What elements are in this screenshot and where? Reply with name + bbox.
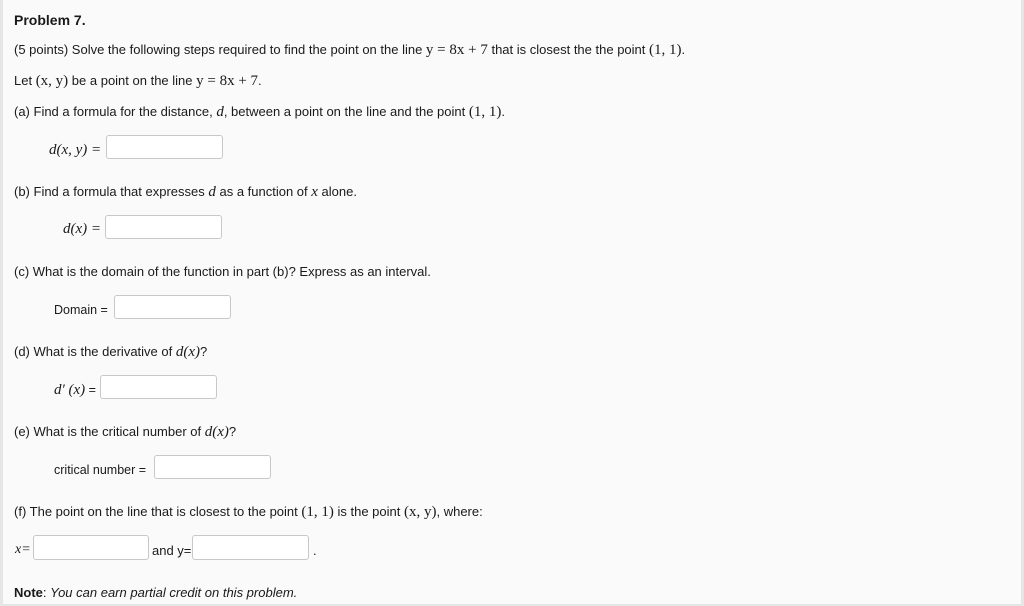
part-a-text-b: , between a point on the line and the point (223, 104, 469, 119)
part-b-d: d (208, 184, 216, 200)
part-b-label: d(x) = (63, 221, 102, 237)
intro-text-b: that is closest the the point (487, 42, 649, 57)
part-a-d: d (216, 104, 224, 120)
part-f-question (14, 504, 483, 521)
derivative-label (54, 382, 96, 399)
note-label: Note (14, 585, 43, 600)
part-d-question (14, 344, 207, 361)
part-f-text-a: (f) The point on the line that is closest to the point (14, 504, 302, 519)
xy-point: (x, y) (35, 73, 69, 89)
part-b-text-b: as a function of (215, 184, 312, 199)
part-a-label: d(x, y) = (49, 142, 102, 158)
problem-title: Problem 7. (14, 12, 86, 28)
part-a-question (14, 104, 505, 121)
part-b-answer-input[interactable] (105, 215, 222, 239)
part-e-text-b: ? (228, 424, 237, 439)
part-a-text-a: (a) Find a formula for the distance, (14, 104, 217, 119)
critical-number-label: critical number = (54, 463, 147, 477)
part-b-x: x (311, 184, 318, 200)
derivative-label-eq: = (85, 383, 96, 397)
domain-answer-input[interactable] (114, 295, 231, 319)
part-e-text-a: (e) What is the critical number of (14, 424, 205, 439)
x-answer-input[interactable] (33, 535, 149, 560)
critical-number-answer-input[interactable] (154, 455, 271, 479)
intro-text-a: (5 points) Solve the following steps required to find the point on the line (14, 42, 426, 57)
derivative-label-math: d′ (x) (54, 382, 86, 398)
let-statement (14, 73, 262, 90)
note-text: You can earn partial credit on this problem. (50, 585, 298, 600)
trailing-period: . (313, 543, 317, 558)
part-b-text-c: alone. (317, 184, 357, 199)
part-a-text-c: . (501, 104, 505, 119)
part-f-text-b: is the point (333, 504, 404, 519)
part-d-text-b: ? (200, 344, 208, 359)
part-b-question (14, 184, 357, 201)
line-equation: y = 8x + 7 (425, 42, 488, 58)
let-text-b: be a point on the line (68, 73, 197, 88)
line-equation-2: y = 8x + 7 (196, 73, 259, 89)
part-f-xy: (x, y) (403, 504, 437, 520)
part-b-text-a: (b) Find a formula that expresses (14, 184, 209, 199)
part-e-dx: d(x) (204, 424, 229, 440)
part-a-answer-input[interactable] (106, 135, 223, 159)
intro-text-c: . (681, 42, 686, 57)
derivative-answer-input[interactable] (100, 375, 217, 399)
let-text-a: Let (14, 73, 36, 88)
problem-intro (14, 42, 685, 59)
part-f-text-c: , where: (436, 504, 483, 519)
let-text-c: . (258, 73, 262, 88)
part-c-question: (c) What is the domain of the function in part (b)? Express as an interval. (14, 264, 431, 279)
target-point: (1, 1) (649, 42, 682, 58)
note-colon: : (42, 585, 51, 600)
part-f-point: (1, 1) (301, 504, 334, 520)
part-e-question (14, 424, 236, 441)
x-label: x= (15, 542, 31, 557)
domain-label: Domain = (54, 303, 108, 317)
part-d-dx: d(x) (175, 344, 200, 360)
part-a-point: (1, 1) (468, 104, 502, 120)
partial-credit-note (14, 585, 297, 600)
part-d-text-a: (d) What is the derivative of (14, 344, 176, 359)
y-label: and y= (152, 543, 192, 558)
y-answer-input[interactable] (192, 535, 309, 560)
